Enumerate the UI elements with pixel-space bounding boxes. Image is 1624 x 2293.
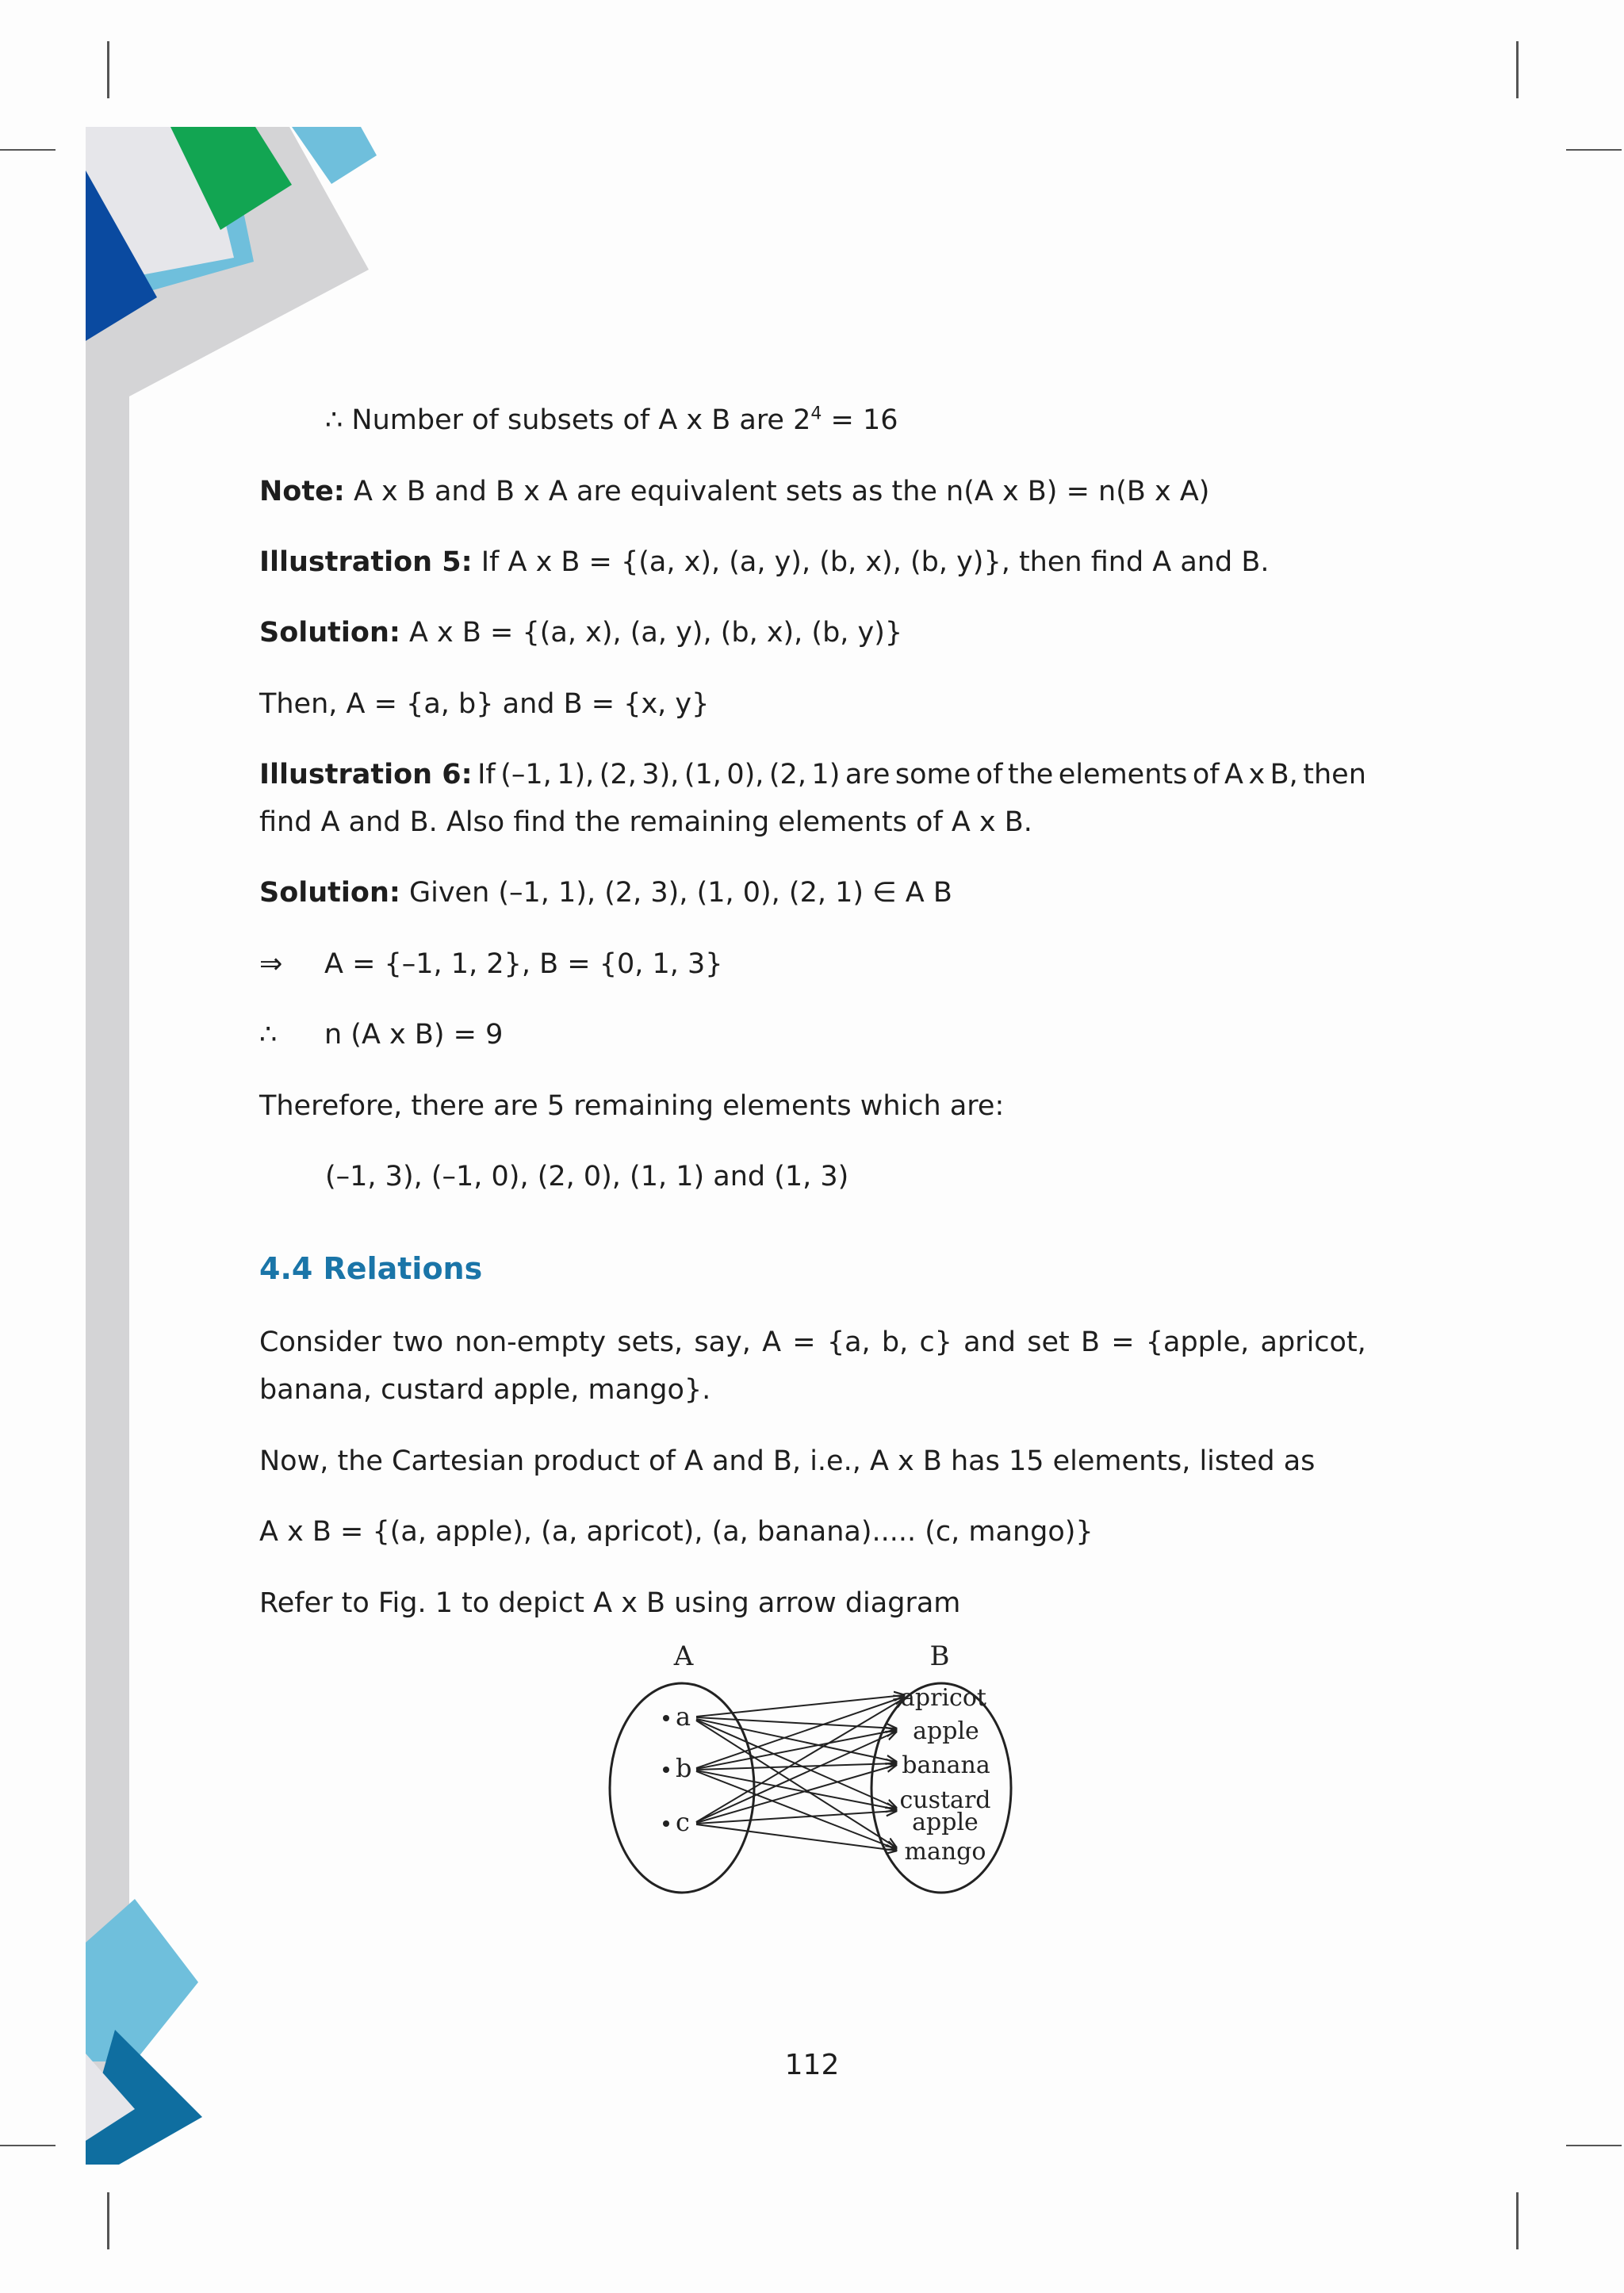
ill6-word: elements	[1058, 759, 1188, 790]
element-b: b	[676, 1753, 692, 1783]
ill6-word: If	[477, 759, 496, 790]
consider-word: Consider	[259, 1326, 382, 1358]
element-banana: banana	[902, 1751, 990, 1779]
consider-word: and	[963, 1326, 1017, 1358]
ill6-word: 0),	[726, 759, 764, 790]
consider-word: two	[393, 1326, 444, 1358]
note-label: Note:	[259, 476, 345, 507]
illustration-6-line2: find A and B. Also find the remaining elements of A x B.	[259, 806, 1032, 838]
therefore-symbol: ∴	[259, 1019, 278, 1051]
arrow-a-apple	[696, 1717, 896, 1728]
consider-word: B	[1080, 1326, 1100, 1358]
ill6-word: some	[894, 759, 971, 790]
solution-6-text: Given (–1, 1), (2, 3), (1, 0), (2, 1) ∈ A B	[400, 877, 952, 909]
ill6-word: are	[845, 759, 891, 790]
ill6-word: (1,	[684, 759, 722, 790]
element-custard: custard	[899, 1786, 991, 1814]
ill6-word: then	[1303, 759, 1366, 790]
ill6-word: 1)	[811, 759, 841, 790]
therefore-text: n (A x B) = 9	[324, 1019, 504, 1051]
point-b-dot	[663, 1767, 669, 1773]
element-apple: apple	[913, 1717, 979, 1745]
refer-line: Refer to Fig. 1 to depict A x B using arrow diagram	[259, 1587, 961, 1619]
consider-word: b,	[881, 1326, 909, 1358]
ill6-word: of	[1192, 759, 1220, 790]
implies-text: A = {–1, 1, 2}, B = {0, 1, 3}	[324, 948, 723, 980]
then-line: Then, A = {a, b} and B = {x, y}	[259, 688, 710, 720]
remaining-list: (–1, 3), (–1, 0), (2, 0), (1, 1) and (1, 3)	[325, 1161, 849, 1192]
set-a-label: A	[673, 1640, 694, 1672]
subsets-result: = 16	[822, 404, 898, 436]
consider-word: set	[1027, 1326, 1070, 1358]
element-custard-apple: apple	[912, 1809, 979, 1836]
consider-word: c}	[919, 1326, 952, 1358]
consider-word: sets,	[617, 1326, 684, 1358]
set-b-label: B	[929, 1640, 950, 1672]
cartesian-line: Now, the Cartesian product of A and B, i.e., A x B has 15 elements, listed as	[259, 1445, 1316, 1477]
consider-word: =	[792, 1326, 816, 1358]
consider-line2: banana, custard apple, mango}.	[259, 1374, 711, 1406]
consider-word: {apple,	[1145, 1326, 1250, 1358]
remaining-line: Therefore, there are 5 remaining elements which are:	[259, 1090, 1005, 1122]
illustration-6-label: Illustration 6:	[259, 759, 473, 790]
consider-word: A	[762, 1326, 782, 1358]
section-heading: 4.4 Relations	[259, 1251, 483, 1286]
consider-word: {a,	[826, 1326, 871, 1358]
ill6-word: of	[975, 759, 1003, 790]
consider-word: non-empty	[454, 1326, 607, 1358]
implies-symbol: ⇒	[259, 948, 283, 980]
ill6-word: (2,	[599, 759, 637, 790]
element-c: c	[676, 1807, 690, 1837]
point-a-dot	[663, 1715, 669, 1721]
consider-word: apricot,	[1260, 1326, 1366, 1358]
ill6-word: (2,	[768, 759, 806, 790]
exponent: 4	[810, 404, 822, 424]
illustration-5-text: If A x B = {(a, x), (a, y), (b, x), (b, y)}, then find A and B.	[472, 546, 1270, 578]
ill6-word: B,	[1270, 759, 1298, 790]
page-number: 112	[784, 2049, 840, 2081]
ill6-word: 1),	[557, 759, 595, 790]
ill6-word: x	[1248, 759, 1266, 790]
consider-word: =	[1111, 1326, 1135, 1358]
element-mango: mango	[904, 1838, 986, 1866]
solution-5-text: A x B = {(a, x), (a, y), (b, x), (b, y)}	[400, 617, 903, 649]
solution-6-label: Solution:	[259, 877, 400, 909]
element-apricot: apricot	[901, 1684, 986, 1712]
subsets-text: ∴ Number of subsets of A x B are 2	[325, 404, 811, 436]
solution-5-label: Solution:	[259, 617, 400, 649]
axb-line: A x B = {(a, apple), (a, apricot), (a, banana)..... (c, mango)}	[259, 1516, 1094, 1548]
element-a: a	[676, 1702, 691, 1732]
ill6-word: A	[1224, 759, 1243, 790]
consider-word: say,	[694, 1326, 751, 1358]
ill6-word: (–1,	[500, 759, 552, 790]
ill6-word: 3),	[642, 759, 680, 790]
ill6-word: the	[1007, 759, 1054, 790]
illustration-5-label: Illustration 5:	[259, 546, 473, 578]
point-c-dot	[663, 1820, 669, 1827]
arrow-c-custard-apple	[696, 1811, 896, 1824]
note-text: A x B and B x A are equivalent sets as the n(A x B) = n(B x A)	[344, 476, 1210, 507]
